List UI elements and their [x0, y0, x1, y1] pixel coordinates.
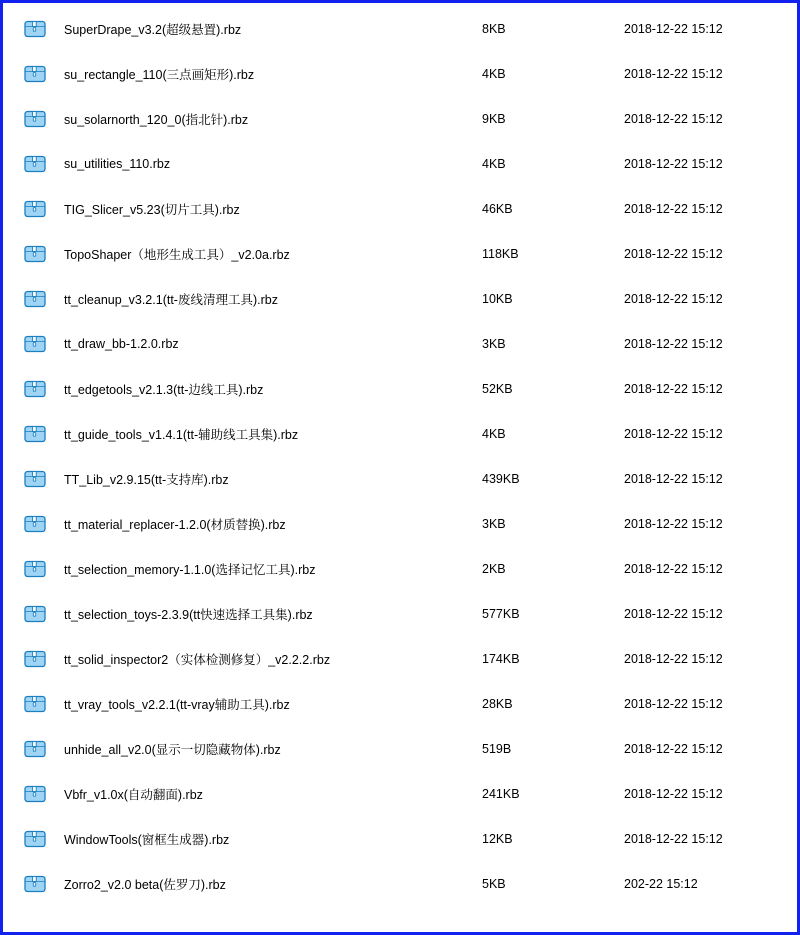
file-name[interactable]: tt_material_replacer-1.2.0(材质替换).rbz: [64, 517, 286, 532]
rbz-archive-icon: [24, 784, 46, 804]
file-name[interactable]: tt_edgetools_v2.1.3(tt-边线工具).rbz: [64, 382, 264, 397]
file-icon-cell: [6, 424, 64, 444]
file-modified-date: 2018-12-22 15:12: [624, 66, 723, 81]
file-name[interactable]: TT_Lib_v2.9.15(tt-支持库).rbz: [64, 472, 229, 487]
file-row[interactable]: [6, 321, 794, 366]
file-modified-date: 2018-12-22 15:12: [624, 606, 723, 621]
file-name[interactable]: su_rectangle_110(三点画矩形).rbz: [64, 67, 255, 82]
file-size: 5KB: [482, 876, 506, 891]
file-name[interactable]: TIG_Slicer_v5.23(切片工具).rbz: [64, 202, 240, 217]
file-size: 2KB: [482, 561, 506, 576]
rbz-archive-icon: [24, 514, 46, 534]
file-icon-cell: [6, 469, 64, 489]
file-name[interactable]: tt_draw_bb-1.2.0.rbz: [64, 336, 179, 351]
rbz-archive-icon: [24, 289, 46, 309]
file-size: 577KB: [482, 606, 520, 621]
file-modified-date: 2018-12-22 15:12: [624, 741, 723, 756]
file-modified-date: 2018-12-22 15:12: [624, 831, 723, 846]
file-name[interactable]: Zorro2_v2.0 beta(佐罗刀).rbz: [64, 877, 226, 892]
file-icon-cell: [6, 514, 64, 534]
file-icon-cell: [6, 604, 64, 624]
file-icon-cell: [6, 154, 64, 174]
file-row[interactable]: [6, 411, 794, 456]
rbz-archive-icon: [24, 109, 46, 129]
file-name[interactable]: Vbfr_v1.0x(自动翻面).rbz: [64, 787, 203, 802]
file-name[interactable]: su_solarnorth_120_0(指北针).rbz: [64, 112, 249, 127]
file-name[interactable]: tt_guide_tools_v1.4.1(tt-辅助线工具集).rbz: [64, 427, 299, 442]
rbz-archive-icon: [24, 874, 46, 894]
file-row[interactable]: [6, 366, 794, 411]
file-size: 4KB: [482, 426, 506, 441]
file-name[interactable]: tt_vray_tools_v2.2.1(tt-vray辅助工具).rbz: [64, 697, 290, 712]
rbz-archive-icon: [24, 64, 46, 84]
file-row[interactable]: [6, 231, 794, 276]
file-row[interactable]: [6, 771, 794, 816]
file-icon-cell: [6, 19, 64, 39]
file-row[interactable]: [6, 636, 794, 681]
file-modified-date: 2018-12-22 15:12: [624, 111, 723, 126]
rbz-archive-icon: [24, 244, 46, 264]
file-name[interactable]: WindowTools(窗框生成器).rbz: [64, 832, 230, 847]
rbz-archive-icon: [24, 649, 46, 669]
file-modified-date: 2018-12-22 15:12: [624, 336, 723, 351]
file-size: 118KB: [482, 246, 519, 261]
file-size: 46KB: [482, 201, 513, 216]
file-modified-date: 2018-12-22 15:12: [624, 516, 723, 531]
file-modified-date: 2018-12-22 15:12: [624, 651, 723, 666]
rbz-archive-icon: [24, 469, 46, 489]
file-size: 8KB: [482, 21, 506, 36]
file-modified-date: 2018-12-22 15:12: [624, 561, 723, 576]
file-icon-cell: [6, 64, 64, 84]
file-row[interactable]: [6, 51, 794, 96]
file-modified-date: 2018-12-22 15:12: [624, 201, 723, 216]
file-row[interactable]: [6, 186, 794, 231]
file-modified-date: 20⁠2-22 15:12: [624, 876, 698, 891]
file-name[interactable]: unhide_all_v2.0(显示一切隐藏物体).rbz: [64, 742, 281, 757]
file-row[interactable]: [6, 591, 794, 636]
file-size: 9KB: [482, 111, 506, 126]
file-modified-date: 2018-12-22 15:12: [624, 246, 723, 261]
rbz-archive-icon: [24, 424, 46, 444]
file-modified-date: 2018-12-22 15:12: [624, 696, 723, 711]
file-name[interactable]: tt_solid_inspector2（实体检测修复）_v2.2.2.rbz: [64, 652, 331, 667]
file-icon-cell: [6, 694, 64, 714]
file-icon-cell: [6, 829, 64, 849]
file-icon-cell: [6, 784, 64, 804]
file-icon-cell: [6, 739, 64, 759]
rbz-archive-icon: [24, 559, 46, 579]
file-icon-cell: [6, 109, 64, 129]
file-row[interactable]: [6, 681, 794, 726]
file-icon-cell: [6, 874, 64, 894]
file-size: 4KB: [482, 156, 506, 171]
file-icon-cell: [6, 289, 64, 309]
rbz-archive-icon: [24, 154, 46, 174]
file-row[interactable]: [6, 96, 794, 141]
file-row[interactable]: [6, 546, 794, 591]
file-icon-cell: [6, 199, 64, 219]
file-name[interactable]: TopoShaper（地形生成工具）_v2.0a.rbz: [64, 247, 290, 262]
rbz-archive-icon: [24, 19, 46, 39]
file-row[interactable]: [6, 6, 794, 51]
file-row[interactable]: [6, 456, 794, 501]
file-size: 28KB: [482, 696, 513, 711]
file-row[interactable]: [6, 276, 794, 321]
file-name[interactable]: tt_selection_toys-2.3.9(tt快速选择工具集).rbz: [64, 607, 313, 622]
file-modified-date: 2018-12-22 15:12: [624, 156, 723, 171]
file-size: 174KB: [482, 651, 520, 666]
rbz-archive-icon: [24, 379, 46, 399]
file-modified-date: 2018-12-22 15:12: [624, 786, 723, 801]
file-row[interactable]: [6, 141, 794, 186]
file-size: 241KB: [482, 786, 520, 801]
file-icon-cell: [6, 649, 64, 669]
file-modified-date: 2018-12-22 15:12: [624, 291, 723, 306]
file-modified-date: 2018-12-22 15:12: [624, 426, 723, 441]
file-icon-cell: [6, 244, 64, 264]
rbz-archive-icon: [24, 739, 46, 759]
rbz-archive-icon: [24, 334, 46, 354]
file-size: 3KB: [482, 516, 506, 531]
file-row[interactable]: [6, 726, 794, 771]
file-name[interactable]: SuperDrape_v3.2(超级悬置).rbz: [64, 22, 242, 37]
rbz-archive-icon: [24, 694, 46, 714]
rbz-archive-icon: [24, 604, 46, 624]
file-icon-cell: [6, 379, 64, 399]
file-list[interactable]: [6, 6, 794, 929]
file-size: 52KB: [482, 381, 513, 396]
file-name[interactable]: tt_selection_memory-1.1.0(选择记忆工具).rbz: [64, 562, 316, 577]
file-size: 10KB: [482, 291, 513, 306]
file-row[interactable]: [6, 816, 794, 861]
file-row[interactable]: [6, 501, 794, 546]
rbz-archive-icon: [24, 829, 46, 849]
file-size: 4KB: [482, 66, 506, 81]
file-modified-date: 2018-12-22 15:12: [624, 21, 723, 36]
file-size: 12KB: [482, 831, 513, 846]
file-size: 3KB: [482, 336, 506, 351]
file-icon-cell: [6, 334, 64, 354]
file-modified-date: 2018-12-22 15:12: [624, 471, 723, 486]
file-modified-date: 2018-12-22 15:12: [624, 381, 723, 396]
rbz-archive-icon: [24, 199, 46, 219]
file-name[interactable]: tt_cleanup_v3.2.1(tt-废线清理工具).rbz: [64, 292, 278, 307]
file-size: 439KB: [482, 471, 520, 486]
file-icon-cell: [6, 559, 64, 579]
file-size: 519B: [482, 741, 512, 756]
file-name[interactable]: su_utilities_110.rbz: [64, 156, 171, 171]
file-row[interactable]: [6, 861, 794, 906]
